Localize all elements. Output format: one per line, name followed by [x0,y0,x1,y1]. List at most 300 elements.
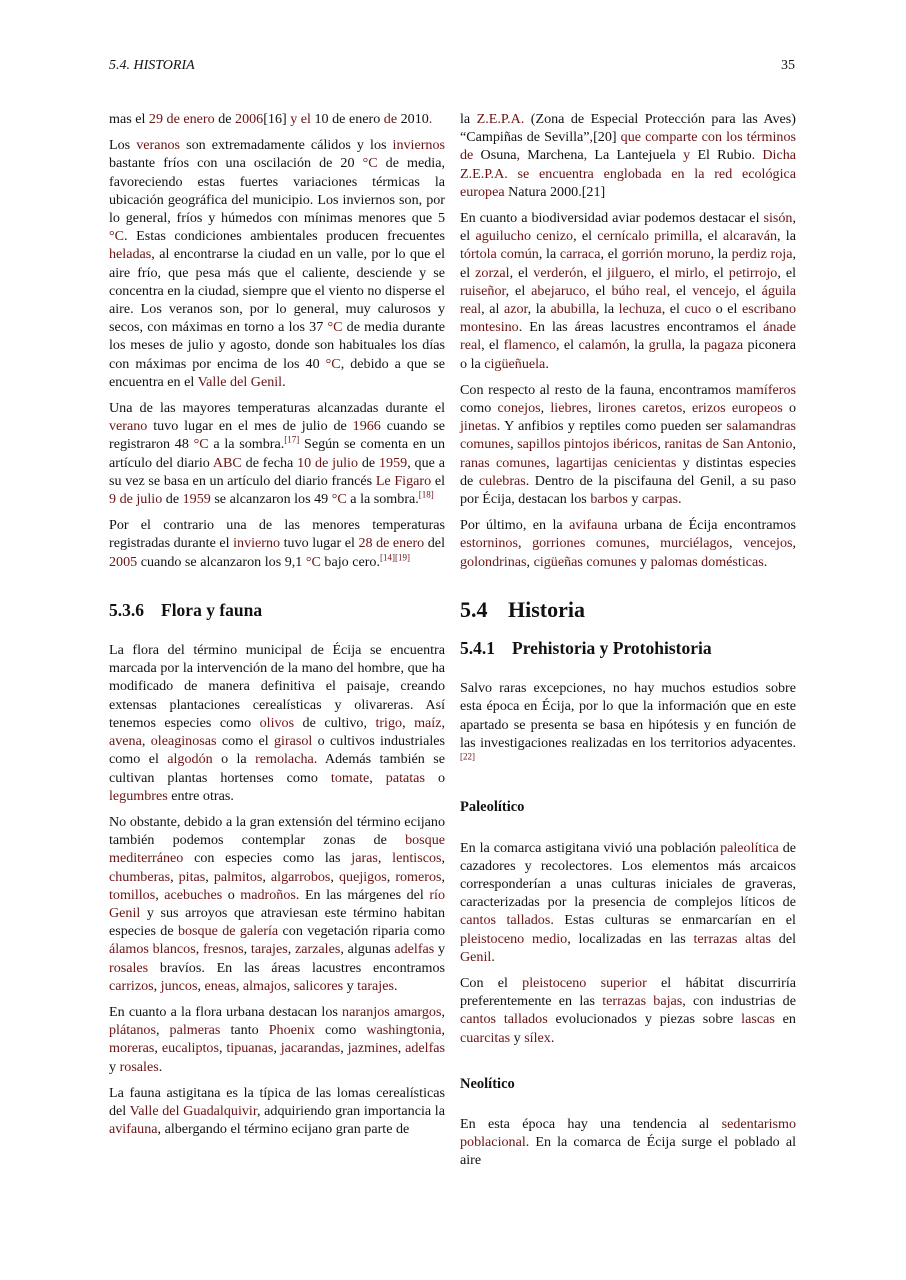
section-heading [460,596,796,622]
text-run: de [162,491,183,508]
wiki-link[interactable]: °C [327,319,343,336]
wiki-link[interactable]: °C [305,553,321,570]
wiki-link[interactable]: verano [109,418,148,435]
text-run: . En las márgenes del [295,886,430,903]
wiki-link[interactable]: cantos tallados [460,1011,548,1028]
wiki-link[interactable]: pagaza [704,337,744,354]
text-run: de [358,454,379,471]
wiki-link[interactable]: vencejo [692,282,737,299]
text-run: y [627,491,642,508]
wiki-link[interactable]: sílex [524,1029,551,1046]
wiki-link[interactable]: legumbres [109,787,168,804]
wiki-link[interactable]: pleistoceno medio [460,930,568,947]
wiki-link[interactable]: jinetas [460,418,497,435]
text-run: , la [626,337,649,354]
wiki-link[interactable]: girasol [273,733,313,750]
wiki-link[interactable]: palmeras [169,1022,221,1039]
text-run: , el [661,301,685,318]
wiki-link[interactable]: heladas [109,246,152,263]
wiki-link[interactable]: cuco [684,301,712,318]
wiki-link[interactable]: lascas [741,1011,775,1028]
wiki-link[interactable]: Z.E.P.A. [476,111,525,127]
subsection-title: Flora y fauna [161,599,263,620]
paragraph [460,1115,796,1170]
text-run: , [154,1040,162,1057]
text-run: , el [705,264,729,281]
text-run: con vegetación riparia como [278,923,446,940]
text-run: Marchena [527,147,584,164]
wiki-link[interactable]: °C [109,228,125,245]
wiki-link[interactable]: murciélagos [660,535,730,552]
text-run: , el [481,337,504,354]
wiki-link[interactable]: acebuches [164,886,223,903]
text-run: entre otras. [167,787,234,804]
wiki-link[interactable]: Phoenix [268,1022,315,1039]
wiki-link[interactable]: ranitas de San Antonio [664,436,793,453]
wiki-link[interactable]: aguilucho cenizo [475,228,574,245]
text-run: se alcanzaron los 49 [210,491,332,508]
wiki-link[interactable]: jazmines [347,1040,398,1057]
wiki-link[interactable]: 1966 [352,418,381,435]
paragraph [460,679,796,770]
wiki-link[interactable]: ranas comunes [460,454,547,471]
text-run: La flora del término municipal de Écija se encuentra marcada por la intervención de la mano del hombre, que ha modificado de manera definitiva el paisaje, creando extensas plantaciones cerealísticas y olivareras. Así tenemos especies como [109,642,445,731]
text-run: de media, favoreciendo estas fuertes variaciones térmicas la ubicación geográfica del municipio. Los inviernos son, por lo general, fríos y húmedos con mínimas menores que 5 [109,155,445,227]
wiki-link[interactable]: Le Figaro [375,472,432,489]
text-run: , [441,1022,446,1039]
text-run: , [441,850,446,867]
wiki-link[interactable]: 2005 [109,553,138,570]
wiki-link[interactable]: pleistoceno superior [522,974,647,991]
wiki-link[interactable]: barbos [590,491,628,508]
wiki-link[interactable]: sapillos pintojos ibéricos [517,436,658,453]
wiki-link[interactable]: 9 de julio [109,491,163,508]
wiki-link[interactable]: terrazas altas [693,930,771,947]
text-run: y sus arroyos que atraviesan este término habitan especies de [109,904,445,940]
wiki-link[interactable]: quejigos [338,868,387,885]
wiki-link[interactable]: conejos [497,400,541,417]
text-run: Los [109,137,137,154]
text-run: y [636,553,651,570]
wiki-link[interactable]: terrazas bajas [602,993,683,1010]
text-run: , [517,535,533,552]
wiki-link[interactable]: gorriones comunes [532,535,647,552]
wiki-link[interactable]: invierno [233,535,281,552]
wiki-link[interactable]: cantos tallados [460,912,551,929]
paragraph [109,813,445,995]
wiki-link[interactable]: águila real [460,282,797,318]
text-run: . Además también se cultivan plantas hortenses como [109,751,445,786]
wiki-link[interactable]: cuarcitas [460,1029,511,1046]
text-run: , [526,553,534,570]
paragraph [109,516,445,571]
wiki-link[interactable]: gorrión moruno [621,246,711,263]
text-run: 2010 [400,111,429,127]
wiki-link[interactable]: álamos blancos [109,941,196,958]
wiki-link[interactable]: washingtonia [366,1022,442,1039]
wiki-link[interactable]: búho real [611,282,667,299]
wiki-link[interactable]: romeros [395,868,442,885]
wiki-link[interactable]: sisón [763,210,793,227]
wiki-link[interactable]: trigo [375,714,403,731]
wiki-link[interactable]: tomate [330,769,370,786]
paragraph [109,399,445,508]
text-run: , [330,868,339,885]
text-run: , [340,1040,348,1057]
text-run: y [434,941,446,958]
wiki-link[interactable]: lirones caretos [597,400,683,417]
wiki-link[interactable]: jacarandas [280,1040,341,1057]
wiki-link[interactable]: avena [109,733,142,750]
text-run: , el [509,264,534,281]
wiki-link[interactable]: salicores [293,977,344,994]
text-run: como [314,1022,367,1039]
wiki-link[interactable]: veranos [136,137,181,154]
text-run: , al encontrarse la ciudad en un valle, por lo que el aire frío, que pesa más que el caliente, desciende y se concentra en la ciudad, siempre que el viento no disperse el aire. Los veranos son, por lo general, muy calurosos y secos, con máximas en torno a los 37 [109,246,445,336]
text-run: Una de las mayores temperaturas alcanzadas durante el [109,400,445,417]
text-run: . [282,373,286,390]
header-section-title: 5.4. HISTORIA [109,58,195,73]
text-run: La Lantejuela [594,147,676,164]
text-run: , [587,400,598,417]
text-run: , el [600,246,622,263]
wiki-link[interactable]: patatas [385,769,425,786]
text-run: , albergando el término ecijano gran parte de [157,1121,410,1138]
wiki-link[interactable]: adelfas [394,941,435,958]
text-run: bastante fríos con una oscilación de 20 [109,155,363,172]
text-run: . Estas condiciones ambientales producen frecuentes [124,228,445,245]
wiki-link[interactable]: ABC [212,454,242,471]
wiki-link[interactable]: tipuanas [226,1040,274,1057]
wiki-link[interactable]: °C [331,491,347,508]
wiki-link[interactable]: 1959 [182,491,211,508]
subsection-heading [109,601,445,619]
wiki-link[interactable]: abubilla [550,301,596,318]
wiki-link[interactable]: plátanos [109,1022,156,1039]
text-run: bajo cero. [320,553,380,570]
wiki-link[interactable]: carraca [559,246,601,263]
wiki-link[interactable]: lagartijas cenicientas [555,454,677,471]
wiki-link[interactable]: golondrinas [460,553,527,570]
paragraph [460,516,796,571]
text-run: de media durante los meses de julio y agosto, donde son habituales los días con máximas por encima de los 40 [109,319,445,372]
wiki-link[interactable]: juncos [160,977,198,994]
wiki-link[interactable]: estorninos [460,535,518,552]
text-run: , [402,714,415,731]
text-run: . [763,553,768,570]
wiki-link[interactable]: vencejos [743,535,793,552]
text-run: urbana de Écija encontramos [617,517,796,534]
wiki-link[interactable]: bosque de galería [177,923,279,940]
wiki-link[interactable]: Valle del Guadalquivir [129,1102,257,1119]
text-run: . Y anfibios y reptiles como pueden ser [496,418,727,435]
text-run: , [510,436,518,453]
text-run: o [782,400,797,417]
wiki-link[interactable]: grulla [648,337,682,354]
text-run: , [273,1040,281,1057]
text-run: . En la comarca de Écija surge el poblado al aire [460,1134,796,1169]
text-run: Salvo raras excepciones, no hay muchos estudios sobre esta época en Écija, por lo que la información que en este apartado se presenta se basa en hipótesis y en función de las investigaciones realizadas en los territorios adyacentes. [460,680,796,751]
wiki-link[interactable]: palmitos [213,868,263,885]
wiki-link[interactable]: abejaruco [531,282,586,299]
wiki-link[interactable]: ruiseñor [460,282,506,299]
section-number: 5.4 [460,596,488,622]
wiki-link[interactable]: Valle del Genil [197,373,283,390]
text-run: piconera o la [460,337,797,372]
wiki-link[interactable]: eneas [204,977,236,994]
wiki-link[interactable]: . [578,183,582,200]
wiki-link[interactable]: naranjos amargos [342,1003,442,1020]
text-run: , el [573,228,598,245]
text-run: , la [777,228,796,245]
text-run: de fecha [241,454,298,471]
text-run: , [441,714,445,731]
wiki-link[interactable]: avifauna [569,517,618,534]
wiki-link[interactable]: °C [193,436,209,453]
text-run: . Estas culturas se enmarcarían en el [550,912,796,929]
section-title: Historia [508,596,585,622]
wiki-link[interactable]: . Dicha Z.E.P.A. se encuentra englobada en la red ecológica europea [460,147,797,200]
wiki-link[interactable]: azor [503,301,528,318]
wiki-link[interactable]: zarzales [294,941,341,958]
text-run: , [287,941,295,958]
wiki-link[interactable]: adelfas [405,1040,446,1057]
wiki-link[interactable]: flamenco [503,337,557,354]
wiki-link[interactable]: algodón [167,751,213,768]
wiki-link[interactable]: °C [362,155,378,172]
text-run: cuando se alcanzaron los 9,1 [137,553,306,570]
text-run: , [646,535,661,552]
wiki-link[interactable]: tórtola común [460,246,539,263]
text-run: de cultivo, [294,714,376,731]
wiki-link[interactable]: 10 de julio [297,454,359,471]
wiki-link[interactable]: chumberas [109,868,171,885]
text-run: , [441,1003,445,1020]
text-run: , localizadas en las [567,930,694,947]
wiki-link[interactable]: , [516,147,528,164]
text-run: , [792,535,797,552]
wiki-link[interactable]: verderón [533,264,584,281]
text-run: , que a su vez se basa en un artículo del diario francés [109,454,445,489]
wiki-link[interactable]: algarrobos [270,868,331,885]
wiki-link[interactable]: tarajes [357,977,394,994]
text-run: , el [736,282,762,299]
text-run: , [153,977,161,994]
text-run: , adquiriendo gran importancia la [256,1102,445,1119]
text-run: , la [595,301,619,318]
wiki-link[interactable]: eucaliptos [161,1040,219,1057]
wiki-link[interactable]: paleolítica [720,839,779,856]
paragraph [460,974,796,1047]
text-run: , el [505,282,532,299]
wiki-link[interactable]: mirlo [674,264,706,281]
text-run: con especies como las [183,850,352,867]
paragraph [460,839,796,966]
wiki-link[interactable]: jilguero [607,264,651,281]
text-run: , [195,941,203,958]
paragraph [109,136,445,391]
wiki-link[interactable]: cigüeñas comunes [533,553,637,570]
wiki-link[interactable]: 1959 [379,454,408,471]
text-run: . [550,1029,555,1046]
wiki-link[interactable]: jaras [351,850,378,867]
wiki-link[interactable]: 2006 [235,111,264,127]
wiki-link[interactable]: madroños [240,886,296,903]
text-run: bravíos. En las áreas lacustres encontramos [148,959,445,976]
text-run: Con respecto al resto de la fauna, encontramos [460,381,736,398]
wiki-link[interactable]: ánade real [460,319,796,354]
wiki-link[interactable]: petirrojo [728,264,778,281]
wiki-link[interactable]: . [428,111,433,127]
text-run: , el [777,264,796,281]
text-run: En cuanto a la flora urbana destacan los [109,1003,343,1020]
wiki-link[interactable]: °C [325,355,341,372]
text-run: , [286,977,294,994]
wiki-link[interactable]: calamón [578,337,627,354]
text-run: En esta época hay una tendencia al [460,1115,722,1132]
wiki-link[interactable]: oleaginosas [150,733,217,750]
wiki-link[interactable]: escribano montesino [460,301,797,336]
wiki-link[interactable]: que comparte con los términos de [460,129,796,164]
text-run: [16] [263,111,287,127]
wiki-link[interactable]: maíz [414,714,442,731]
text-run: de [214,111,236,127]
wiki-link[interactable]: olivos [259,714,295,731]
text-run: tuvo lugar el [280,535,359,552]
wiki-link[interactable]: lentiscos [392,850,442,867]
paragraph [109,1003,445,1076]
text-run: son extremadamente cálidos y los [180,137,393,154]
text-run: tuvo lugar en el mes de julio de [147,418,353,435]
text-run: , el [460,246,796,281]
text-run: Con el [460,974,523,991]
text-run: como el [216,733,274,750]
wiki-link[interactable]: carpas [642,491,678,508]
text-run: , [386,868,396,885]
text-run: , [546,454,556,471]
text-run: el [431,472,445,489]
footnote-ref[interactable]: [14][19] [380,551,410,562]
text-run: [20] [593,129,617,146]
wiki-link[interactable]: inviernos [392,137,445,154]
wiki-link[interactable]: sedentarismo poblacional [460,1115,796,1151]
wiki-link[interactable]: erizos europeos [691,400,783,417]
text-run: , [155,1022,170,1039]
wiki-link[interactable]: rosales [109,959,149,976]
paragraph [109,641,445,805]
text-run: cuando se registraron 48 [109,418,445,453]
wiki-link[interactable]: , [583,147,595,164]
wiki-link[interactable]: pitas [178,868,206,885]
wiki-link[interactable]: moreras [109,1040,155,1057]
text-run: o cultivos industriales como el [109,733,445,768]
wiki-link[interactable]: y el [286,111,315,127]
text-run: , el [666,282,693,299]
text-run: , con industrias de [682,993,796,1010]
footnote-ref[interactable]: [18] [418,489,434,500]
text-run: No obstante, debido a la gran extensión del término ecijano también podemos contemplar zonas de [109,813,445,849]
footnote-ref[interactable]: [17] [284,434,300,445]
text-run: Por el contrario una de las menores temperaturas registradas durante el [109,517,445,552]
text-run: . En las áreas lacustres encontramos el [518,319,764,336]
text-run: , [243,941,251,958]
running-header [109,58,795,78]
wiki-link[interactable]: río Genil [109,886,446,921]
wiki-link[interactable]: alcaraván [723,228,778,245]
paragraph [460,381,796,508]
page-number: 35 [781,58,795,73]
wiki-link[interactable]: mamíferos [735,381,796,398]
wiki-link[interactable]: bosque mediterráneo [109,832,445,867]
text-run: Natura 2000 [508,183,579,200]
wiki-link[interactable]: rosales [119,1058,159,1075]
wiki-link[interactable]: lechuza [618,301,662,318]
text-run: y [343,977,358,994]
text-run: El Rubio [697,147,752,164]
wiki-link[interactable]: , [589,129,594,146]
text-run: , [682,400,692,417]
wiki-link[interactable]: cernícalo primilla [597,228,699,245]
text-run: . [158,1058,163,1075]
footnote-ref[interactable]: [22] [460,751,475,762]
wiki-link[interactable]: y [675,147,698,164]
wiki-link[interactable]: remolacha [255,751,314,768]
text-run: o [424,769,445,786]
wiki-link[interactable]: almajos [242,977,287,994]
wiki-link[interactable]: liebres [550,400,588,417]
wiki-link[interactable]: tomillos [109,886,156,903]
text-run: , [205,868,214,885]
text-run: como [460,400,498,417]
text-run: , el [650,264,675,281]
text-run: . [678,491,682,508]
text-run: mas el [109,111,149,127]
wiki-link[interactable]: perdiz roja [731,246,793,263]
wiki-link[interactable]: palomas domésticas [650,553,764,570]
text-run: tanto [220,1022,269,1039]
wiki-link[interactable]: 28 de enero [358,535,425,552]
left-column [109,110,445,1146]
wiki-link[interactable]: de [380,111,401,127]
text-run: , el [585,282,612,299]
text-run: . [393,977,398,994]
wiki-link[interactable]: cigüeñuela [484,355,546,372]
wiki-link[interactable]: carrizos [109,977,154,994]
text-run: , [197,977,205,994]
wiki-link[interactable]: Genil [460,948,492,965]
wiki-link[interactable]: 29 de enero [148,111,215,127]
subsection-heading [460,639,796,657]
text-run: evolucionados y piezas sobre [547,1011,742,1028]
paragraph-heading: Paleolítico [460,799,525,816]
wiki-link[interactable]: fresnos [202,941,244,958]
wiki-link[interactable]: culebras [478,472,526,489]
wiki-link[interactable]: zorzal [475,264,510,281]
text-run: , [235,977,243,994]
subsection-number: 5.3.6 [109,599,144,620]
right-column [460,110,796,1178]
wiki-link[interactable]: avifauna [109,1121,158,1138]
text-run: , [262,868,271,885]
wiki-link[interactable]: salamandras comunes [460,418,796,453]
text-run: En la comarca astigitana vivió una población [460,839,721,856]
wiki-link[interactable]: tarajes [250,941,288,958]
text-run: (Zona de Especial Protección para las Aves) “Campiñas de Sevilla” [460,111,796,146]
paragraph [460,110,796,201]
text-run: Por último, en la [460,517,570,534]
text-run: , [155,886,165,903]
text-run: , [397,1040,406,1057]
